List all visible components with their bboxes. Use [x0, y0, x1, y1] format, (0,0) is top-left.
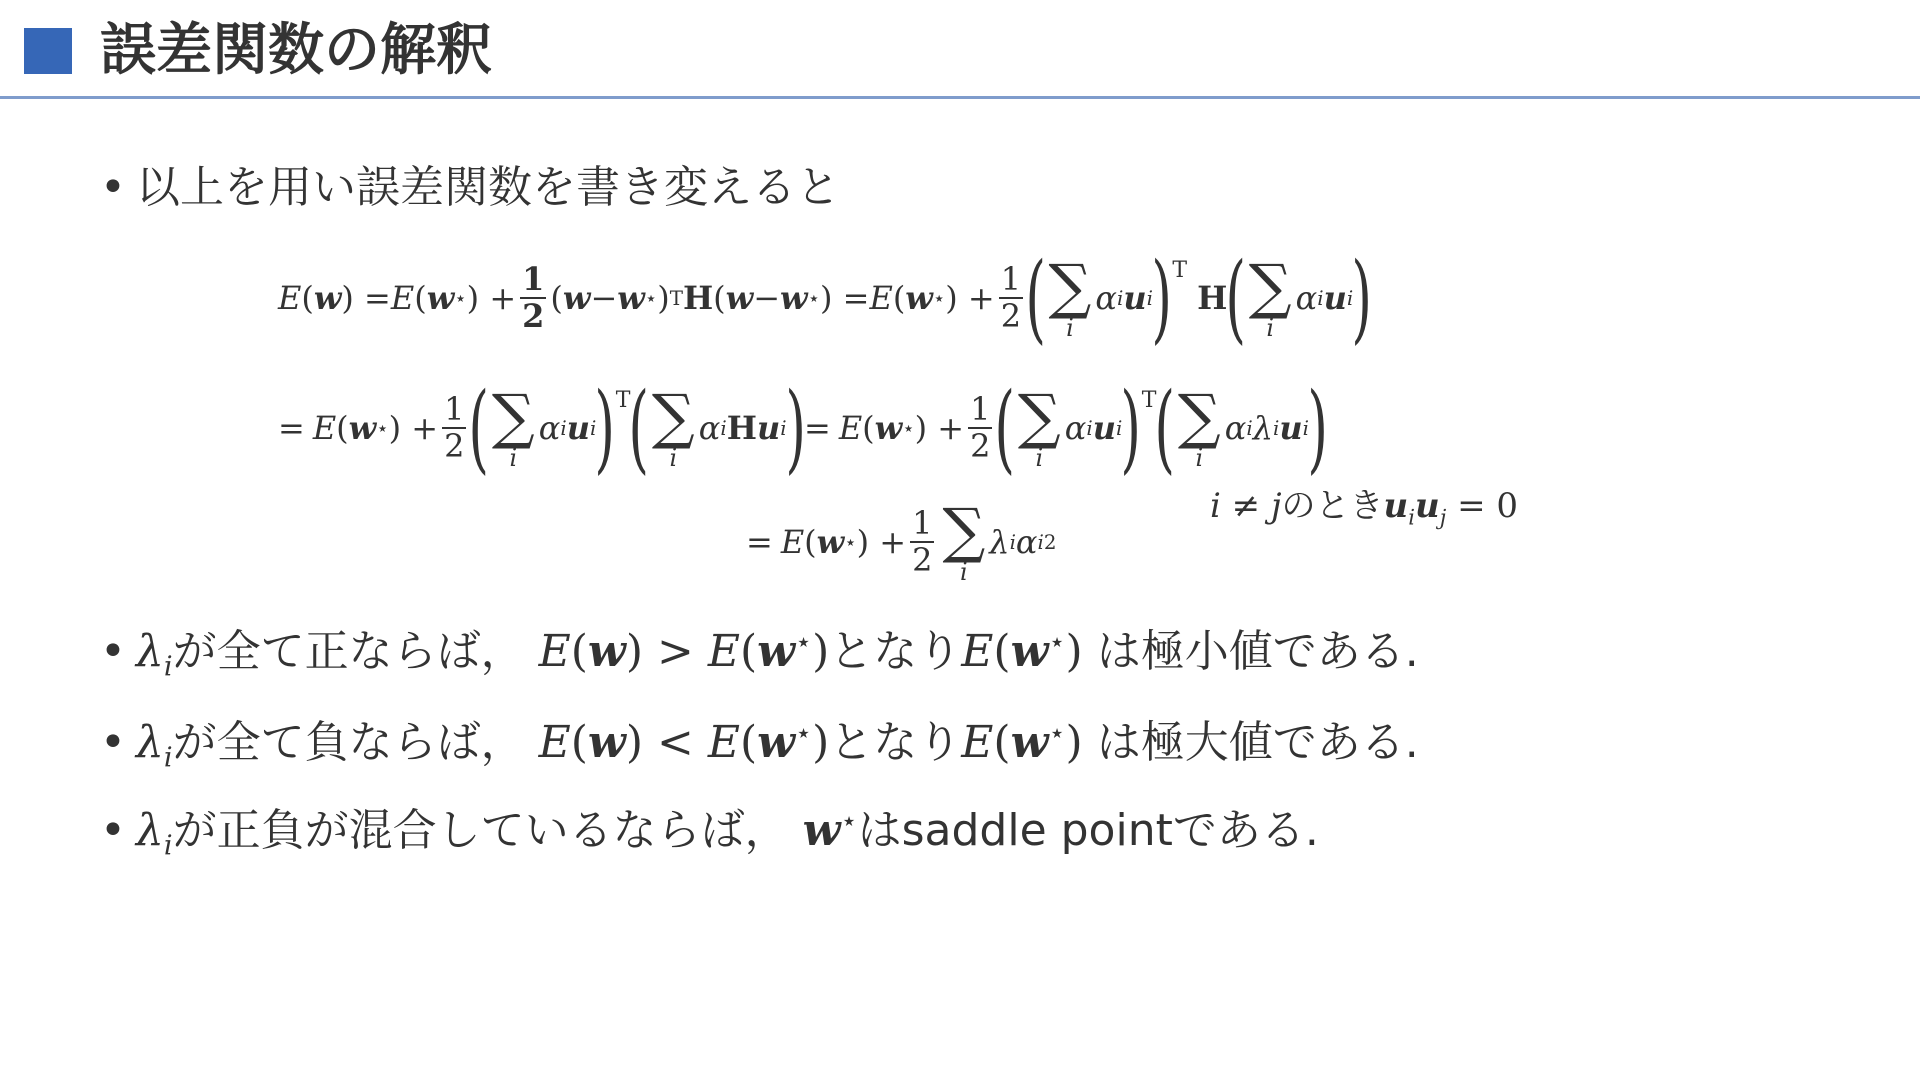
bullet-minimum-post: は極小値である. [1082, 626, 1419, 677]
bullet-dot: • [100, 626, 126, 677]
note-condition: i ≠ j [1210, 486, 1282, 526]
bullet-minimum-mid: となり [829, 626, 962, 677]
bullet-maximum-pre: が全て負ならば， [172, 717, 525, 768]
title-divider [0, 96, 1920, 99]
bullet-maximum-post: は極大値である. [1082, 717, 1419, 768]
slide-header [0, 0, 1920, 100]
bullet-saddle-pre: が正負が混合しているならば， [172, 805, 789, 856]
title-marker [24, 28, 72, 74]
bullet-saddle: • $\lambda_i$が正負が混合しているならば， w⋆はsaddle pointである. [100, 805, 1319, 862]
slide-title: 誤差関数の解釈 [100, 18, 492, 83]
bullet-dot: • [100, 717, 126, 768]
bullet-intro-text: 以上を用い誤差関数を書き変えると [136, 162, 840, 213]
bullet-minimum-pre: が全て正ならば， [172, 626, 525, 677]
bullet-dot: • [100, 805, 126, 856]
bullet-minimum: • $\lambda_i$が全て正ならば， E(w) > E(w⋆)となりE(w⋆) は極小値である. [100, 626, 1419, 683]
bullet-dot: • [100, 162, 126, 213]
equation-line-3: = E ( w ⋆ ) + $\frac{1}{2}$ ∑ i λ i α i 2 [746, 496, 1057, 586]
equation-line-1: E ( w ) = E ( w ⋆ ) + $\frac{1}{2}$ ( w − w ⋆ ) T H ( w − w ⋆ ) = E ( w ⋆ ) + $\frac{1}{2}$ ( ∑ i α i u i ) T H ( ∑ i α i u i ) [278, 242, 1373, 354]
equation-line-2: = E ( w ⋆ ) + $\frac{1}{2}$ ( ∑ i α i u i ) T ( ∑ i α i H u i ) = E ( w ⋆ ) + $\frac{1}{2}$ ( ∑ i α i u i ) T ( ∑ i α i λ i u i ) [278, 372, 1328, 484]
bullet-maximum: • $\lambda_i$が全て負ならば， E(w) < E(w⋆)となりE(w⋆) は極大値である. [100, 717, 1419, 774]
note-connector: のとき [1281, 486, 1384, 526]
bullet-intro [100, 160, 840, 216]
bullet-saddle-post: はsaddle pointである. [857, 805, 1319, 856]
bullet-maximum-mid: となり [829, 717, 962, 768]
orthogonality-note: i ≠ jのとき$u_iu_j = 0$ [1210, 486, 1519, 530]
note-result: = 0 [1446, 486, 1519, 526]
